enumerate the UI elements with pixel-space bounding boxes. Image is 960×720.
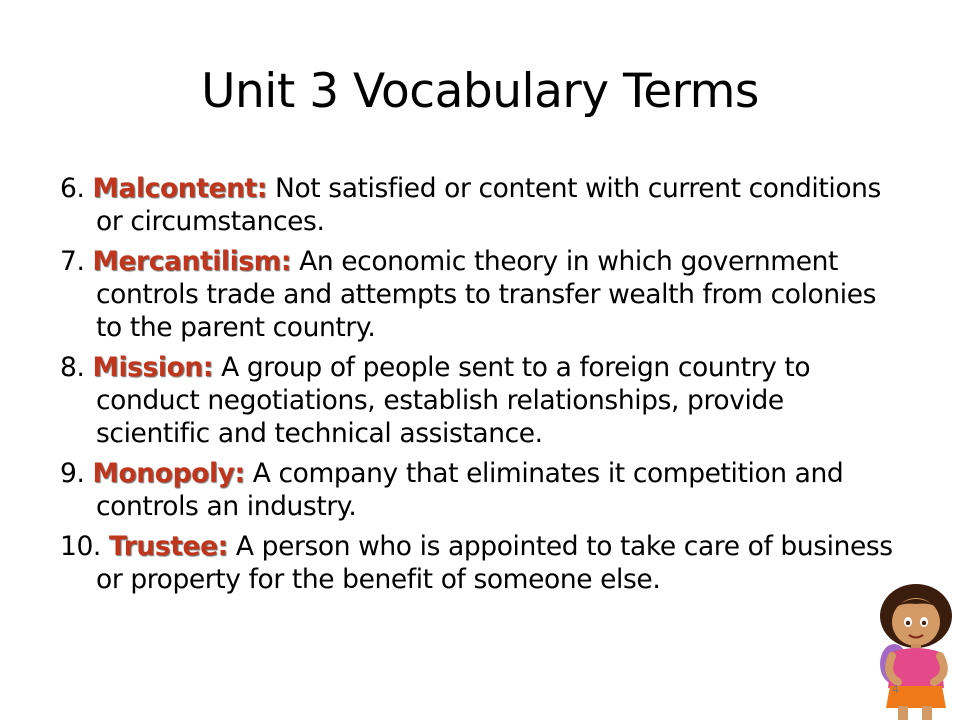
cartoon-girl-icon: [864, 582, 960, 720]
term-word: Mission:: [92, 352, 214, 383]
term-definition: A group of people sent to a foreign country to conduct negotiations, establish relationships, provide scientific and technical assistance.: [96, 352, 811, 449]
vocabulary-item: [60, 351, 900, 450]
vocabulary-list: [60, 172, 900, 603]
vocabulary-item: [60, 530, 900, 596]
term-number: 10.: [60, 531, 101, 562]
vocabulary-item: [60, 172, 900, 238]
slide-title: Unit 3 Vocabulary Terms: [201, 64, 759, 119]
vocabulary-item: [60, 245, 900, 344]
term-word: Monopoly:: [92, 458, 245, 489]
term-word: Trustee:: [108, 531, 228, 562]
term-definition: A person who is appointed to take care of business or property for the benefit of someone else.: [96, 531, 893, 595]
term-number: 9.: [60, 458, 85, 489]
term-definition: An economic theory in which government controls trade and attempts to transfer wealth from colonies to the parent country.: [96, 246, 877, 343]
term-number: 7.: [60, 246, 85, 277]
term-definition: A company that eliminates it competition and controls an industry.: [96, 458, 844, 522]
vocabulary-item: [60, 457, 900, 523]
term-word: Malcontent:: [92, 173, 268, 204]
term-word: Mercantilism:: [92, 246, 292, 277]
term-number: 8.: [60, 352, 85, 383]
term-definition: Not satisfied or content with current conditions or circumstances.: [96, 173, 881, 237]
page-number: 4: [892, 683, 899, 696]
term-number: 6.: [60, 173, 85, 204]
